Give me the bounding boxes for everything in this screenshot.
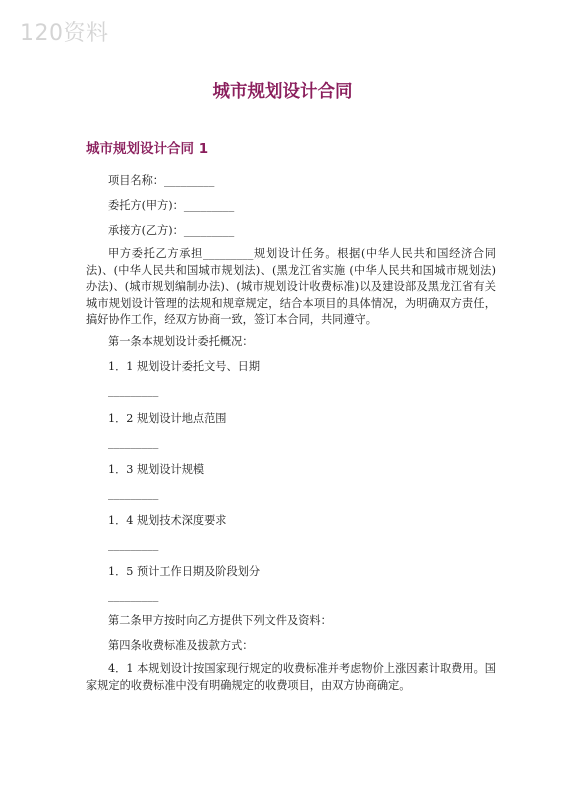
item-1-5: 1．5 预计工作日期及阶段划分	[108, 565, 261, 578]
item-1-4-blank: _________	[108, 538, 159, 551]
project-name-field: 项目名称：_________	[108, 174, 215, 187]
contractor-field: 承接方(乙方)：_________	[108, 224, 235, 237]
intro-paragraph: 甲方委托乙方承担_________规划设计任务。根据(中华人民共和国经济合同法)、(中华人民共和国城市规划法)、(黑龙江省实施 (中华人民共和国城市规划法) 办法)、(城市规划编制办法)、(城市规划设计收费标准)以及建设部及黑龙江省有关城市规划设计管理的法规和规章规定，结合本项目的具体情况，为明确双方责任，搞好协作工作，经双方协商一致，签订本合同，共同遵守。	[86, 247, 496, 326]
item-1-5-blank: _________	[108, 589, 159, 602]
item-1-2-blank: _________	[108, 436, 159, 449]
section-title: 城市规划设计合同 1	[86, 141, 209, 157]
client-field: 委托方(甲方)：_________	[108, 199, 235, 212]
article-4-heading: 第四条收费标准及拔款方式：	[108, 639, 254, 652]
item-1-4: 1．4 规划技术深度要求	[108, 514, 227, 527]
item-1-3: 1．3 规划设计规模	[108, 463, 205, 476]
item-1-1-blank: _________	[108, 384, 159, 397]
article-1-heading: 第一条本规划设计委托概况：	[108, 335, 254, 348]
item-1-2: 1．2 规划设计地点范围	[108, 412, 227, 425]
watermark: 120资料	[20, 21, 109, 46]
article-2-heading: 第二条甲方按时向乙方提供下列文件及资料：	[108, 614, 332, 627]
item-1-3-blank: _________	[108, 487, 159, 500]
document-title: 城市规划设计合同	[212, 82, 353, 102]
item-1-1: 1．1 规划设计委托文号、日期	[108, 360, 261, 373]
clause-4-1: 4．1 本规划设计按国家现行规定的收费标准并考虑物价上涨因素计取费用。国家规定的收费标准中没有明确规定的收费项目，由双方协商确定。	[86, 662, 496, 692]
